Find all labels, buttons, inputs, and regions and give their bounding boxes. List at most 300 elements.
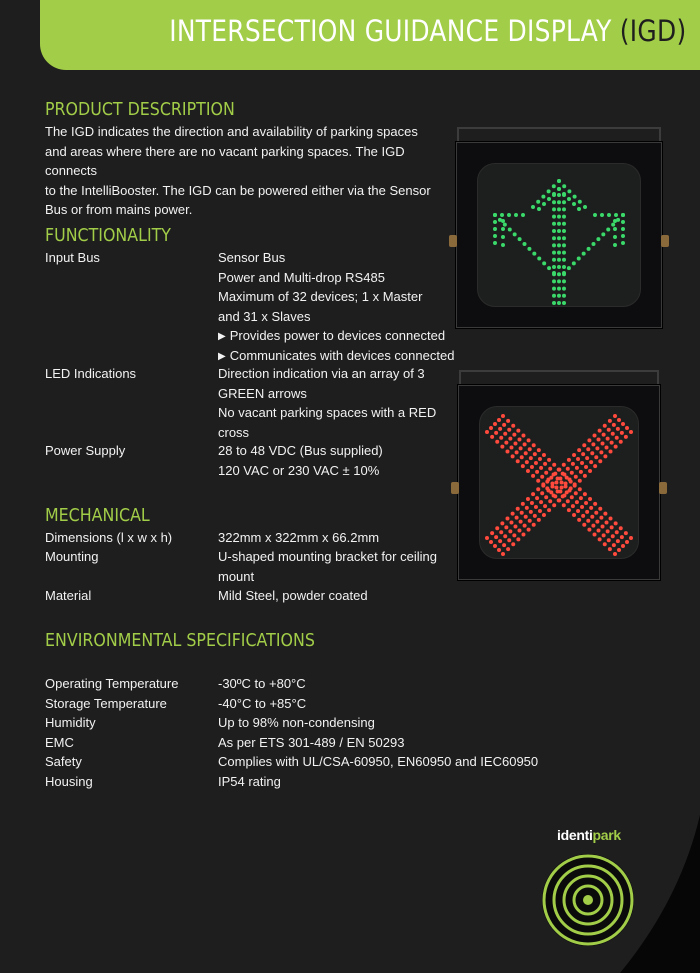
led-dot	[503, 534, 507, 538]
led-dot	[621, 220, 625, 224]
bracket-bolt	[449, 235, 457, 247]
led-dot	[567, 508, 571, 512]
led-dot	[578, 479, 582, 483]
led-dot	[583, 492, 587, 496]
input-bus-bullet: ▶ Communicates with devices connected	[218, 346, 454, 368]
led-dot	[498, 427, 502, 431]
led-indications-value: Direction indication via an array of 3	[218, 366, 425, 381]
brand-name-part1: identi	[557, 827, 593, 843]
led-dot	[526, 469, 530, 473]
led-dot	[608, 547, 612, 551]
led-dot	[512, 433, 516, 437]
led-dot	[537, 207, 541, 211]
led-dot	[489, 426, 493, 430]
led-dot	[577, 448, 581, 452]
led-dot	[507, 213, 511, 217]
product-description-text	[45, 122, 440, 220]
led-dot	[557, 243, 561, 247]
led-dot	[523, 442, 527, 446]
led-dot	[552, 229, 556, 233]
led-dot	[536, 479, 540, 483]
led-dot	[607, 538, 611, 542]
led-dot	[552, 251, 556, 255]
led-dot	[524, 515, 528, 519]
led-dot	[611, 534, 615, 538]
led-dot	[493, 422, 497, 426]
spec-value: As per ETS 301-489 / EN 50293	[218, 734, 405, 750]
led-dot	[547, 508, 551, 512]
led-dot	[515, 516, 519, 520]
led-dot	[573, 195, 577, 199]
led-dot	[576, 457, 580, 461]
led-dot	[561, 494, 565, 498]
led-dot	[576, 509, 580, 513]
led-dot	[581, 452, 585, 456]
led-dot	[591, 442, 595, 446]
led-dot	[582, 252, 586, 256]
led-dot	[572, 202, 576, 206]
led-dot	[552, 243, 556, 247]
led-dot	[595, 446, 599, 450]
led-dot	[560, 485, 564, 489]
led-dot	[499, 436, 503, 440]
led-dot	[592, 242, 596, 246]
brand-name	[557, 827, 621, 843]
mounting-bracket	[457, 127, 661, 141]
led-dot	[557, 193, 561, 197]
led-dot	[562, 294, 566, 298]
led-dot	[560, 481, 564, 485]
led-dot	[607, 428, 611, 432]
led-dot	[568, 477, 572, 481]
led-dot	[501, 414, 505, 418]
led-dot	[541, 482, 545, 486]
mounting-label: Mounting	[45, 549, 99, 564]
led-dot	[494, 431, 498, 435]
led-dot	[606, 529, 610, 533]
led-dot	[611, 432, 615, 436]
led-dot	[546, 477, 550, 481]
led-dot	[565, 490, 569, 494]
led-dot	[539, 466, 543, 470]
led-dot	[577, 518, 581, 522]
led-dot	[531, 474, 535, 478]
led-dot	[519, 520, 523, 524]
led-dot	[593, 464, 597, 468]
led-dot	[539, 500, 543, 504]
led-dot	[601, 524, 605, 528]
led-dot	[590, 515, 594, 519]
led-dot	[605, 520, 609, 524]
led-dot	[535, 496, 539, 500]
led-dot	[562, 287, 566, 291]
led-dot	[493, 241, 497, 245]
led-dot	[612, 543, 616, 547]
led-dot	[557, 287, 561, 291]
led-dot	[587, 438, 591, 442]
led-dot	[521, 213, 525, 217]
led-dot	[516, 429, 520, 433]
led-dot	[518, 237, 522, 241]
led-dot	[509, 446, 513, 450]
input-bus-value: Sensor Bus	[218, 250, 286, 265]
led-dot	[490, 435, 494, 439]
led-dot	[517, 528, 521, 532]
led-dot	[588, 469, 592, 473]
led-dot	[577, 207, 581, 211]
led-indications-label: LED Indications	[45, 366, 137, 381]
led-dot	[613, 227, 617, 231]
led-dot	[580, 461, 584, 465]
led-dot	[572, 513, 576, 517]
led-dot	[593, 213, 597, 217]
led-dot	[556, 477, 560, 481]
led-dot	[562, 258, 566, 262]
led-dot	[521, 532, 525, 536]
led-dot	[557, 236, 561, 240]
led-dot	[585, 510, 589, 514]
led-dot	[583, 205, 587, 209]
led-dot	[541, 195, 545, 199]
led-dot	[569, 486, 573, 490]
led-dot	[619, 526, 623, 530]
led-dot	[548, 499, 552, 503]
led-dot	[543, 462, 547, 466]
led-dot	[590, 451, 594, 455]
led-dot	[609, 450, 613, 454]
led-dot	[625, 426, 629, 430]
led-dot	[508, 437, 512, 441]
led-dot	[608, 419, 612, 423]
led-dot	[564, 481, 568, 485]
led-dot	[505, 450, 509, 454]
led-dot	[615, 530, 619, 534]
bracket-bolt	[451, 482, 459, 494]
led-dot	[505, 516, 509, 520]
led-dot	[582, 443, 586, 447]
led-dot	[512, 533, 516, 537]
led-dot	[552, 207, 556, 211]
led-dot	[567, 458, 571, 462]
led-dot	[494, 535, 498, 539]
mechanical-heading: MECHANICAL	[45, 505, 150, 526]
led-dot	[600, 213, 604, 217]
led-dot	[524, 451, 528, 455]
led-dot	[552, 279, 556, 283]
led-dot	[557, 229, 561, 233]
led-dot	[603, 512, 607, 516]
led-indications-value: cross	[218, 424, 250, 440]
led-dot	[534, 461, 538, 465]
led-dot	[542, 261, 546, 265]
led-dot	[544, 471, 548, 475]
led-dot	[557, 258, 561, 262]
led-dot	[562, 265, 566, 269]
led-dot	[498, 539, 502, 543]
page-title-main: INTERSECTION GUIDANCE DISPLAY	[168, 14, 612, 48]
led-dot	[497, 418, 501, 422]
led-dot	[581, 514, 585, 518]
led-dot	[537, 257, 541, 261]
led-dot	[557, 498, 561, 502]
led-dot	[570, 495, 574, 499]
led-dot	[508, 529, 512, 533]
led-dot	[552, 463, 556, 467]
led-dot	[529, 510, 533, 514]
led-dot	[562, 243, 566, 247]
power-supply-label: Power Supply	[45, 443, 126, 458]
led-dot	[593, 502, 597, 506]
led-dot	[599, 450, 603, 454]
spec-value: IP54 rating	[218, 773, 281, 789]
led-dot	[501, 243, 505, 247]
led-dot	[575, 500, 579, 504]
led-dot	[567, 197, 571, 201]
led-dot	[547, 197, 551, 201]
led-dot	[603, 424, 607, 428]
led-dot	[570, 471, 574, 475]
led-dot	[584, 465, 588, 469]
led-dot	[624, 435, 628, 439]
led-dot	[548, 467, 552, 471]
led-dot	[506, 547, 510, 551]
led-dot	[562, 463, 566, 467]
led-dot	[567, 266, 571, 270]
led-dot	[629, 430, 633, 434]
led-dot	[620, 431, 624, 435]
led-dot	[514, 213, 518, 217]
led-dot	[614, 521, 618, 525]
led-dot	[552, 200, 556, 204]
led-dot	[513, 524, 517, 528]
led-dot	[558, 489, 562, 493]
led-dot	[621, 213, 625, 217]
led-dot	[613, 219, 617, 223]
led-dot	[574, 491, 578, 495]
led-dot	[538, 509, 542, 513]
led-dot	[582, 523, 586, 527]
red-cross-led-display	[458, 385, 660, 580]
led-dot	[598, 429, 602, 433]
led-dot	[533, 452, 537, 456]
led-dot	[497, 548, 501, 552]
led-dot	[534, 505, 538, 509]
led-dot	[513, 442, 517, 446]
led-dot	[520, 455, 524, 459]
led-dot	[537, 518, 541, 522]
led-dot	[625, 540, 629, 544]
led-dot	[542, 513, 546, 517]
led-dot	[504, 525, 508, 529]
led-dot	[521, 464, 525, 468]
led-dot	[506, 419, 510, 423]
input-bus-value: and 31 x Slaves	[218, 308, 311, 324]
led-dot	[501, 235, 505, 239]
led-dot	[532, 252, 536, 256]
led-dot	[501, 227, 505, 231]
led-dot	[554, 485, 558, 489]
led-dot	[562, 200, 566, 204]
led-dot	[543, 504, 547, 508]
led-dot	[587, 528, 591, 532]
led-dot	[511, 424, 515, 428]
led-dot	[511, 454, 515, 458]
led-dot	[594, 511, 598, 515]
led-dot	[528, 447, 532, 451]
led-dot	[547, 189, 551, 193]
led-dot	[540, 475, 544, 479]
led-dot	[579, 470, 583, 474]
led-dot	[500, 445, 504, 449]
led-dot	[578, 487, 582, 491]
led-dot	[552, 301, 556, 305]
power-supply-value: 28 to 48 VDC (Bus supplied)	[218, 443, 383, 458]
led-dot	[613, 552, 617, 556]
led-dot	[502, 423, 506, 427]
led-dot	[562, 184, 566, 188]
dimensions-value: 322mm x 322mm x 66.2mm	[218, 530, 380, 545]
led-dot	[552, 222, 556, 226]
led-dot	[504, 441, 508, 445]
led-dot	[585, 456, 589, 460]
led-dot	[527, 247, 531, 251]
led-dot	[587, 247, 591, 251]
led-indications-value: No vacant parking spaces with a RED	[218, 405, 437, 420]
led-dot	[606, 228, 610, 232]
input-bus-value: Maximum of 32 devices; 1 x Master	[218, 289, 423, 304]
led-dot	[495, 440, 499, 444]
led-dot	[617, 418, 621, 422]
led-dot	[527, 528, 531, 532]
led-dot	[523, 242, 527, 246]
description-line: and areas where there are no vacant parking spaces. The IGD connects	[45, 143, 405, 178]
led-dot	[562, 192, 566, 196]
led-dot	[562, 222, 566, 226]
input-bus-value: Power and Multi-drop RS485	[218, 269, 385, 285]
led-dot	[571, 462, 575, 466]
led-dot	[557, 279, 561, 283]
led-dot	[516, 537, 520, 541]
led-dot	[542, 453, 546, 457]
led-dot	[615, 436, 619, 440]
led-dot	[557, 272, 561, 276]
led-dot	[617, 548, 621, 552]
led-dot	[557, 207, 561, 211]
material-label: Material	[45, 588, 92, 603]
led-dot	[557, 179, 561, 183]
led-dot	[538, 457, 542, 461]
led-dot	[554, 481, 558, 485]
led-dot	[586, 519, 590, 523]
red-cross-led-array	[459, 386, 659, 579]
led-dot	[540, 491, 544, 495]
led-dot	[485, 430, 489, 434]
led-dot	[601, 232, 605, 236]
led-dot	[493, 234, 497, 238]
led-dot	[544, 495, 548, 499]
led-dot	[598, 459, 602, 463]
led-dot	[552, 192, 556, 196]
led-dot	[616, 427, 620, 431]
concentric-rings-logo-icon	[538, 850, 638, 950]
led-dot	[557, 294, 561, 298]
led-dot	[566, 499, 570, 503]
spec-value: -30ºC to +80°C	[218, 676, 306, 691]
environmental-heading: ENVIRONMENTAL SPECIFICATIONS	[45, 630, 315, 651]
led-dot	[573, 482, 577, 486]
led-dot	[531, 205, 535, 209]
led-dot	[586, 447, 590, 451]
led-dot	[552, 503, 556, 507]
led-dot	[493, 544, 497, 548]
led-dot	[593, 532, 597, 536]
led-dot	[598, 507, 602, 511]
material-value: Mild Steel, powder coated	[218, 588, 368, 603]
led-dot	[601, 442, 605, 446]
led-dot	[624, 531, 628, 535]
led-dot	[605, 446, 609, 450]
led-dot	[602, 533, 606, 537]
led-dot	[571, 504, 575, 508]
led-dot	[545, 486, 549, 490]
green-arrow-led-display	[456, 142, 662, 328]
led-dot	[594, 455, 598, 459]
led-dot	[557, 200, 561, 204]
green-arrow-led-array	[457, 143, 661, 327]
led-dot	[516, 507, 520, 511]
led-dot	[502, 543, 506, 547]
led-dot	[597, 438, 601, 442]
led-dot	[537, 448, 541, 452]
led-dot	[610, 525, 614, 529]
led-dot	[528, 519, 532, 523]
spec-value: Up to 98% non-condensing	[218, 715, 375, 730]
led-dot	[562, 271, 566, 275]
led-dot	[552, 258, 556, 262]
led-dot	[629, 536, 633, 540]
led-dot	[513, 232, 517, 236]
brand-name-part2: park	[592, 827, 621, 843]
led-dot	[597, 528, 601, 532]
led-dot	[557, 301, 561, 305]
spec-label: Housing	[45, 773, 93, 789]
led-dot	[525, 506, 529, 510]
bracket-bolt	[661, 235, 669, 247]
description-line: to the IntelliBooster. The IGD can be powered either via the Sensor	[45, 182, 431, 198]
led-dot	[523, 524, 527, 528]
led-dot	[562, 473, 566, 477]
led-dot	[562, 215, 566, 219]
led-dot	[507, 428, 511, 432]
led-dot	[507, 538, 511, 542]
led-dot	[602, 433, 606, 437]
led-dot	[619, 440, 623, 444]
led-dot	[578, 200, 582, 204]
led-dot	[593, 434, 597, 438]
led-dot	[613, 235, 617, 239]
led-dot	[598, 537, 602, 541]
led-dot	[614, 213, 618, 217]
led-dot	[574, 475, 578, 479]
led-dot	[495, 526, 499, 530]
led-dot	[572, 453, 576, 457]
led-dot	[501, 552, 505, 556]
led-dot	[557, 187, 561, 191]
functionality-heading: FUNCTIONALITY	[45, 225, 171, 246]
led-dot	[511, 512, 515, 516]
led-dot	[501, 219, 505, 223]
led-dot	[591, 524, 595, 528]
